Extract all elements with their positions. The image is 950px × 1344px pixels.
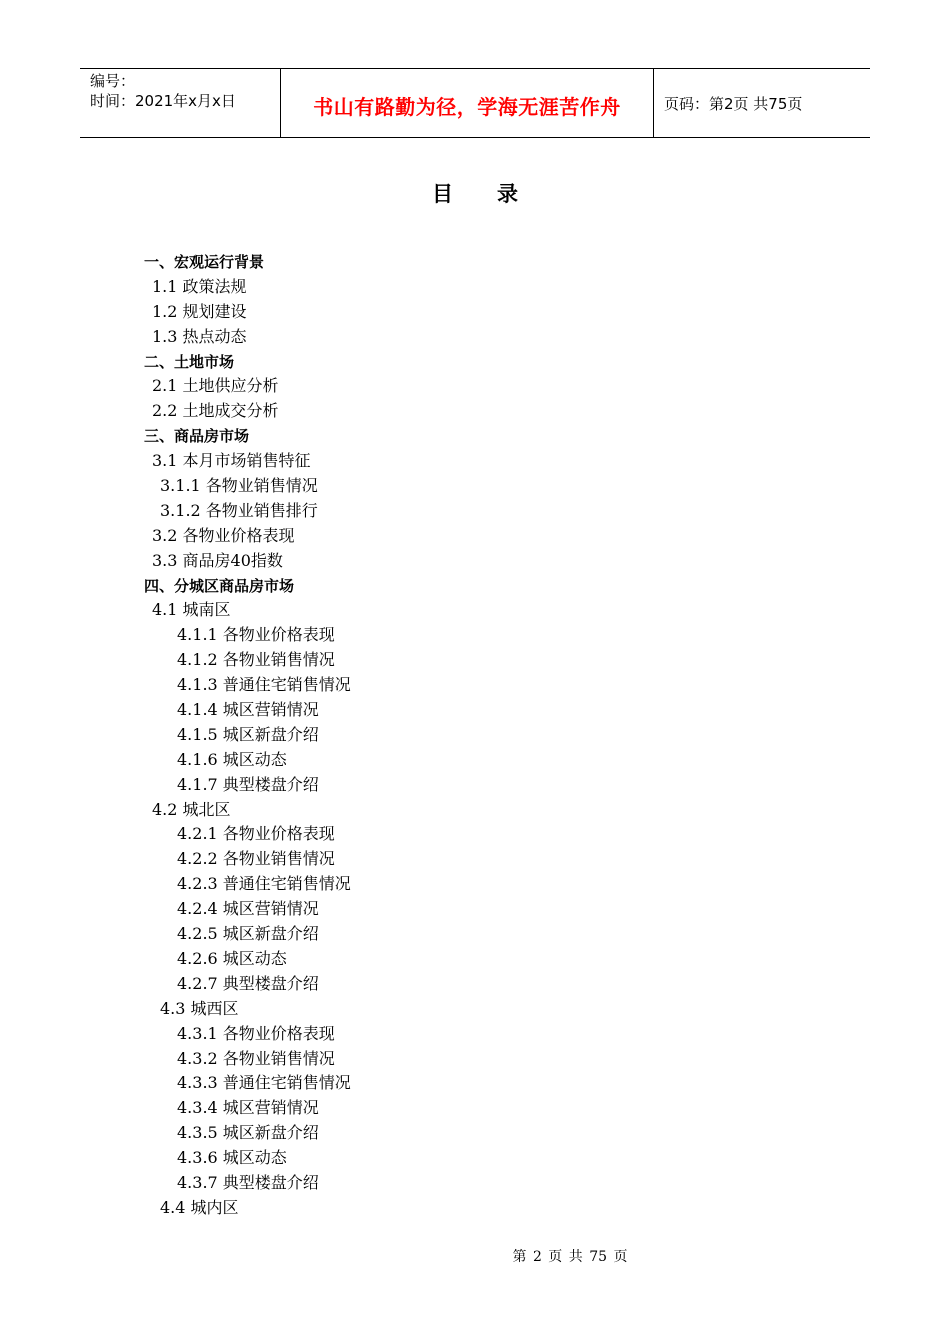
header-meta-cell (80, 69, 281, 137)
toc-entry[interactable]: 4.3 城西区 (160, 998, 239, 1018)
toc-entry[interactable]: 4.2.3 普通住宅销售情况 (177, 874, 351, 894)
page-footer: 第 2 页 共 75 页 (512, 1249, 628, 1265)
toc-entry[interactable]: 3.1 本月市场销售特征 (152, 451, 311, 471)
document-time-label: 时间：2021年x月x日 (90, 92, 236, 110)
toc-entry[interactable]: 4.1.3 普通住宅销售情况 (177, 675, 351, 695)
toc-entry[interactable]: 3.2 各物业价格表现 (152, 525, 295, 545)
toc-entry[interactable]: 4.3.4 城区营销情况 (177, 1098, 319, 1118)
toc-entry[interactable]: 3.1.1 各物业销售情况 (160, 476, 318, 496)
toc-section-heading[interactable]: 三、商品房市场 (144, 427, 250, 446)
toc-entry[interactable]: 4.1.6 城区动态 (177, 749, 287, 769)
toc-entry[interactable]: 4.3.1 各物业价格表现 (177, 1023, 335, 1043)
toc-entry[interactable]: 4.4 城内区 (160, 1197, 239, 1217)
toc-entry[interactable]: 4.1.2 各物业销售情况 (177, 650, 335, 670)
header-page-cell (654, 69, 870, 137)
toc-entry[interactable]: 4.3.2 各物业销售情况 (177, 1048, 335, 1068)
toc-entry[interactable]: 3.1.2 各物业销售排行 (160, 500, 318, 520)
toc-section-heading[interactable]: 一、宏观运行背景 (144, 253, 265, 271)
toc-entry[interactable]: 4.3.7 典型楼盘介绍 (177, 1172, 319, 1192)
toc-entry[interactable]: 4.1.7 典型楼盘介绍 (177, 774, 319, 794)
toc-section-heading[interactable]: 四、分城区商品房市场 (144, 576, 295, 595)
header-page-info: 页码：第2页 共75页 (664, 94, 803, 113)
toc-entry[interactable]: 4.1.1 各物业价格表现 (177, 625, 335, 645)
table-of-contents (0, 250, 950, 1221)
page-title: 目录 (432, 182, 562, 206)
toc-entry[interactable]: 1.2 规划建设 (152, 301, 247, 321)
header-motto-cell (281, 69, 654, 137)
toc-entry[interactable]: 4.2.7 典型楼盘介绍 (177, 973, 319, 993)
header-motto: 书山有路勤为径，学海无涯苦作舟 (313, 94, 621, 119)
toc-entry[interactable]: 4.2.1 各物业价格表现 (177, 824, 335, 844)
toc-entry[interactable]: 4.1.5 城区新盘介绍 (177, 724, 319, 744)
toc-entry[interactable]: 1.3 热点动态 (152, 326, 247, 346)
toc-entry[interactable]: 4.3.5 城区新盘介绍 (177, 1123, 319, 1143)
document-number-label: 编号： (90, 72, 136, 90)
toc-entry[interactable]: 4.3.6 城区动态 (177, 1148, 287, 1168)
toc-entry[interactable]: 3.3 商品房40指数 (152, 550, 283, 570)
toc-entry[interactable]: 4.2.4 城区营销情况 (177, 899, 319, 919)
toc-entry[interactable]: 4.3.3 普通住宅销售情况 (177, 1073, 351, 1093)
toc-entry[interactable]: 4.1.4 城区营销情况 (177, 700, 319, 720)
toc-entry[interactable]: 4.1 城南区 (152, 600, 231, 620)
toc-entry[interactable]: 4.2.5 城区新盘介绍 (177, 924, 319, 944)
toc-entry[interactable]: 1.1 政策法规 (152, 276, 247, 296)
document-header (80, 68, 870, 138)
toc-entry[interactable]: 4.2 城北区 (152, 799, 231, 819)
toc-entry[interactable]: 2.1 土地供应分析 (152, 376, 279, 396)
toc-section-heading[interactable]: 二、土地市场 (144, 352, 235, 371)
toc-entry[interactable]: 4.2.6 城区动态 (177, 948, 287, 968)
toc-entry[interactable]: 2.2 土地成交分析 (152, 401, 279, 421)
toc-entry[interactable]: 4.2.2 各物业销售情况 (177, 849, 335, 869)
